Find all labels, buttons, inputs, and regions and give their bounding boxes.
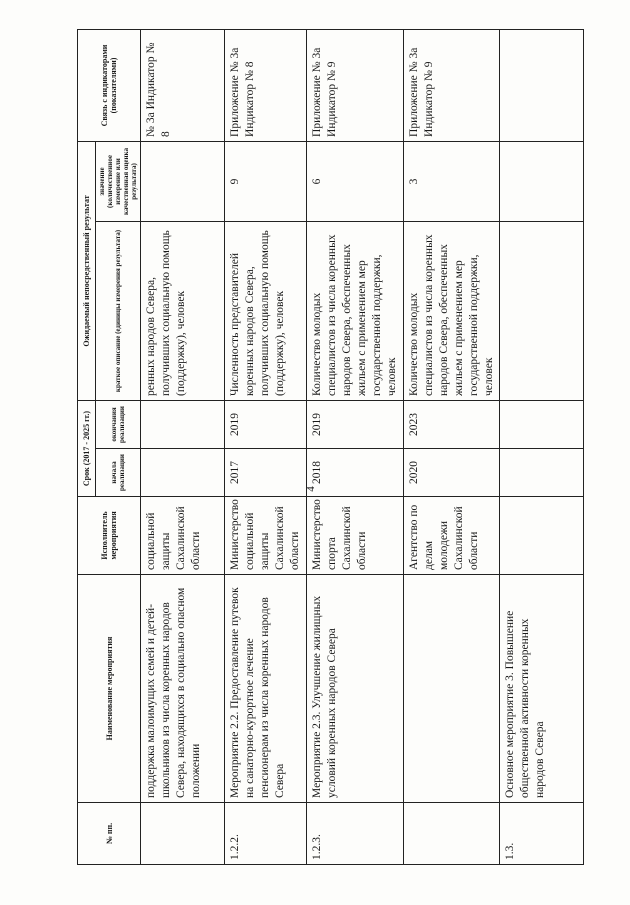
cell-link: Приложение № 3а Индикатор № 9	[403, 29, 500, 141]
cell-executor: Министерство спорта Сахалинской области	[307, 497, 404, 575]
header-result: Ожидаемый непосредственный результат	[78, 141, 96, 400]
page-number: 4	[305, 486, 317, 492]
cell-result-value: 9	[225, 141, 307, 221]
cell-executor	[500, 497, 584, 575]
cell-name: Мероприятие 2.2. Предоставление путевок на санаторно-курортное лечение пенсионерам из числа коренных народов Севера	[225, 575, 307, 803]
cell-end: 2019	[307, 400, 404, 448]
table-row	[141, 29, 225, 864]
header-term: Срок (2017 - 2025 гг.)	[78, 400, 96, 496]
cell-result-value	[500, 141, 584, 221]
cell-executor: Министерство социальной защиты Сахалинской области	[225, 497, 307, 575]
header-term-end: окончания реализации	[96, 400, 141, 448]
cell-result-desc: Численность представителей коренных народов Севера, получивших социальную помощь (поддержку), человек	[225, 221, 307, 400]
cell-num	[403, 803, 500, 865]
cell-start	[141, 449, 225, 497]
cell-end: 2019	[225, 400, 307, 448]
header-term-start: начала реализации	[96, 449, 141, 497]
header-name: Наименование мероприятия	[78, 575, 141, 803]
table-row	[500, 29, 584, 864]
cell-link: Приложение № 3а Индикатор № 9	[307, 29, 404, 141]
header-result-desc: краткое описание (единицы измерения результата)	[96, 221, 141, 400]
cell-end: 2023	[403, 400, 500, 448]
cell-start: 2020	[403, 449, 500, 497]
cell-start: 2017	[225, 449, 307, 497]
measures-table-frame	[77, 30, 557, 865]
table-row	[403, 29, 500, 864]
header-link: Связь с индикаторами (показателями)	[78, 29, 141, 141]
cell-end	[500, 400, 584, 448]
cell-result-desc: Количество молодых специалистов из числа коренных народов Севера, обеспеченных жильем с применением мер государственной поддержки, человек	[307, 221, 404, 400]
cell-result-value	[141, 141, 225, 221]
header-executor: Исполнитель мероприятия	[78, 497, 141, 575]
cell-link	[500, 29, 584, 141]
table-row	[225, 29, 307, 864]
cell-result-value: 3	[403, 141, 500, 221]
header-result-value: значение (количественное измерение или качественная оценка результата)	[96, 141, 141, 221]
cell-link: Приложение № 3а Индикатор № 8	[225, 29, 307, 141]
cell-start: 2018	[307, 449, 404, 497]
cell-end	[141, 400, 225, 448]
cell-result-desc: ренных народов Севера, получивших социальную помощь (поддержку), человек	[141, 221, 225, 400]
measures-table	[77, 29, 584, 865]
cell-name	[403, 575, 500, 803]
cell-start	[500, 449, 584, 497]
cell-result-value: 6	[307, 141, 404, 221]
cell-name: поддержка малоимущих семей и детей-школьников из числа коренных народов Севера, находящихся в социально опасном положении	[141, 575, 225, 803]
cell-num: 1.2.2.	[225, 803, 307, 865]
table-header	[78, 29, 141, 864]
cell-name: Основное мероприятие 3. Повышение общественной активности коренных народов Севера	[500, 575, 584, 803]
cell-link: № 3а Индикатор № 8	[141, 29, 225, 141]
cell-executor: социальной защиты Сахалинской области	[141, 497, 225, 575]
header-num: № пп.	[78, 803, 141, 865]
cell-result-desc: Количество молодых специалистов из числа коренных народов Севера, обеспеченных жильем с применением мер государственной поддержки, человек	[403, 221, 500, 400]
cell-name: Мероприятие 2.3. Улучшение жилищных условий коренных народов Севера	[307, 575, 404, 803]
cell-num: 1.2.3.	[307, 803, 404, 865]
cell-result-desc	[500, 221, 584, 400]
table-row	[307, 29, 404, 864]
table-body	[141, 29, 584, 864]
cell-executor: Агентство по делам молодежи Сахалинской области	[403, 497, 500, 575]
cell-num	[141, 803, 225, 865]
cell-num: 1.3.	[500, 803, 584, 865]
